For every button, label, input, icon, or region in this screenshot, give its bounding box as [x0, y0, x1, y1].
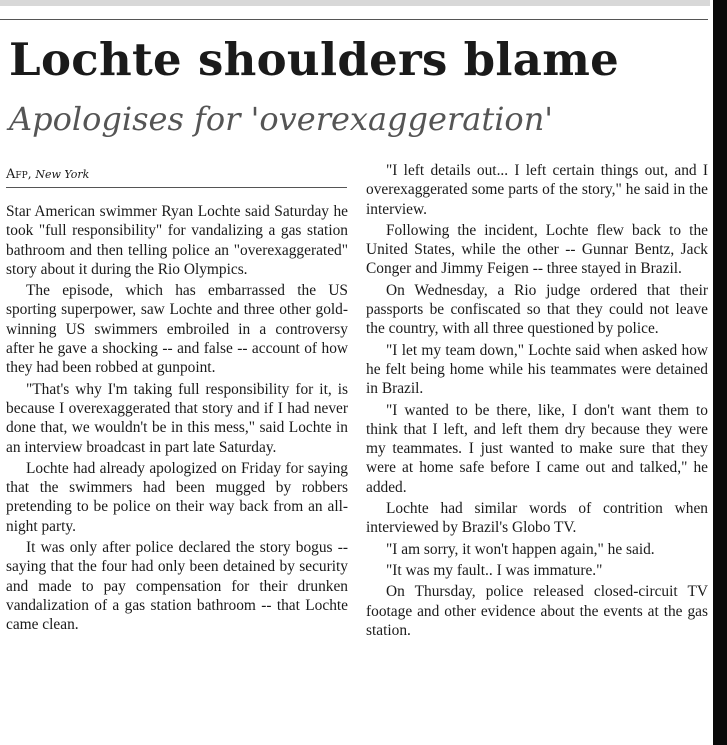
paragraph: "It was my fault.. I was immature.": [386, 561, 603, 579]
paragraph: "I let my team down," Lochte said when asked how he felt being home while his teammates were detained in Brazil.: [366, 341, 708, 398]
headline: Lochte shoulders blame: [9, 33, 620, 86]
byline-agency: Afp: [6, 167, 28, 182]
right-page-edge: [713, 0, 727, 745]
paragraph: It was only after police declared the story bogus -- saying that the four had only been detained by security and made to pay compensation for their drunken vandalization of a gas station bathroom -- that Lochte came clean.: [6, 539, 348, 634]
byline-location: New York: [35, 168, 90, 181]
subheadline: Apologises for 'overexaggeration': [9, 100, 554, 138]
byline-separator: ,: [27, 167, 36, 181]
byline: [6, 166, 347, 188]
paragraph: Following the incident, Lochte flew back to the United States, while the other -- Gunnar Bentz, Jack Conger and Jimmy Feigen -- three stayed in Brazil.: [366, 221, 708, 278]
paragraph: Lochte had already apologized on Friday for saying that the swimmers had been mugged by robbers pretending to be police on their way back from an all-night party.: [6, 459, 348, 535]
paragraph: "I am sorry, it won't happen again," he said.: [386, 540, 655, 558]
paragraph: The episode, which has embarrassed the US sporting superpower, saw Lochte and three other gold-winning US swimmers embroiled in a controversy after he gave a shocking -- and false -- account of how they had been robbed at gunpoint.: [6, 282, 348, 377]
left-column: [6, 202, 348, 637]
paragraph: On Thursday, police released closed-circuit TV footage and other evidence about the events at the gas station.: [366, 583, 708, 639]
paragraph: Lochte had similar words of contrition when interviewed by Brazil's Globo TV.: [366, 500, 708, 537]
paragraph: "That's why I'm taking full responsibility for it, is because I overexaggerated that story and if I had never done that, we wouldn't be in this mess," said Lochte in an interview broadcast in part late Saturday.: [6, 380, 348, 456]
top-rule: [0, 19, 708, 20]
paragraph: "I wanted to be there, like, I don't want them to think that I left, and left them dry because they were my teammates. I just wanted to make sure that they were at home safe before I came out and talked," he added.: [366, 401, 708, 496]
top-page-strip: [0, 0, 710, 6]
paragraph: On Wednesday, a Rio judge ordered that their passports be confiscated so that they could not leave the country, with all three questioned by police.: [366, 281, 708, 338]
paragraph: "I left details out... I left certain things out, and I overexaggerated some parts of the story," he said in the interview.: [366, 162, 708, 218]
right-column: [366, 161, 708, 642]
paragraph: Star American swimmer Ryan Lochte said Saturday he took "full responsibility" for vandalizing a gas station bathroom and then telling police an "overexaggerated" story about it during the Rio Olympics.: [6, 203, 348, 278]
